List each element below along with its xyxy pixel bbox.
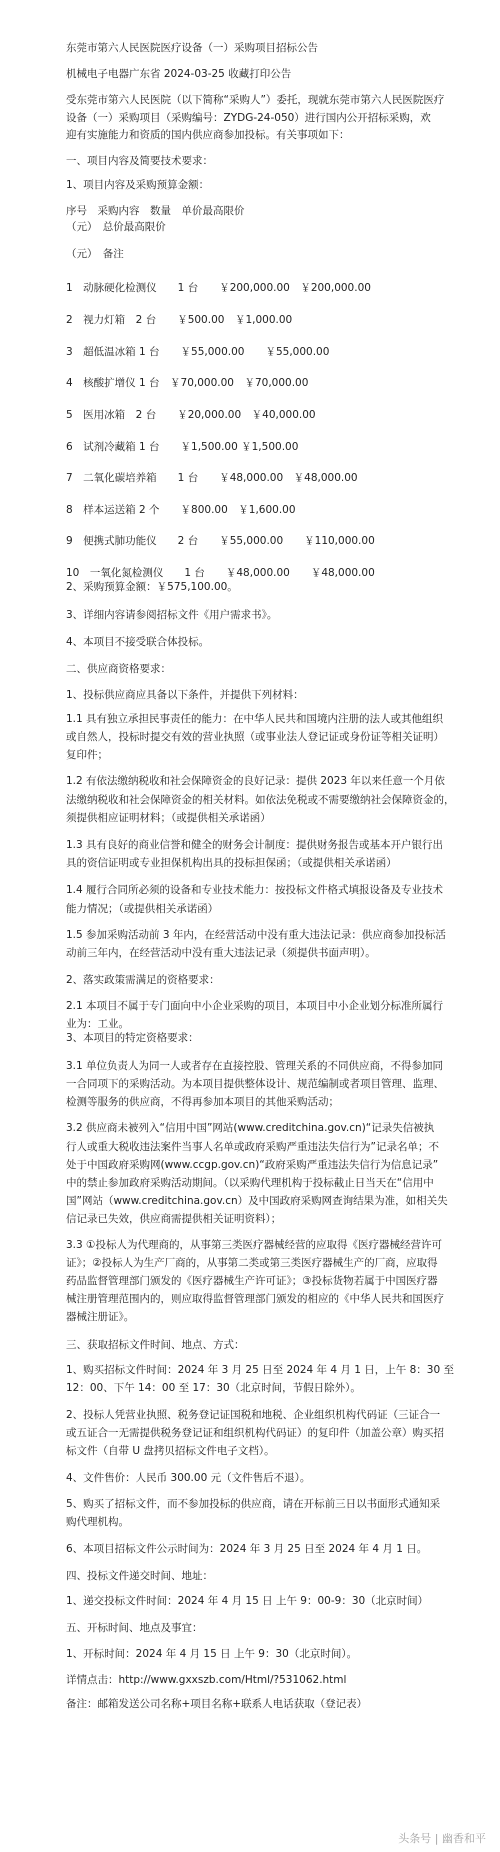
text-line: 机械电子电器广东省 2024-03-25 收藏打印公告 xyxy=(66,68,292,80)
text-line: 1.2 有依法缴纳税收和社会保障资金的良好记录：提供 2023 年以来任意一个月依 xyxy=(66,775,445,787)
text-line: 10 一氧化氮检测仪 1 台 ￥48,000.00 ￥48,000.00 xyxy=(66,567,375,579)
text-line: 器械注册证》。 xyxy=(66,1311,135,1323)
text-line: 2、采购预算金额：￥575,100.00。 xyxy=(66,581,238,593)
text-line: 三、获取招标文件时间、地点、方式： xyxy=(66,1339,245,1351)
text-line: 1、递交投标文件时间：2024 年 4 月 15 日 上午 9：00-9：30（北京时间） xyxy=(66,1595,429,1607)
text-line: 2、落实政策需满足的资格要求： xyxy=(66,974,220,986)
text-line: 四、投标文件递交时间、地址： xyxy=(66,1570,213,1582)
text-line: 药品监督管理部门颁发的《医疗器械生产许可证》；③投标货物若属于中国医疗器 xyxy=(66,1275,438,1287)
text-line: 证》；②投标人为生产厂商的，从事第二类或第三类医疗器械生产的厂商，应取得 xyxy=(66,1257,438,1269)
text-line: 3 超低温冰箱 1 台 ￥55,000.00 ￥55,000.00 xyxy=(66,346,330,358)
text-line: 1.4 履行合同所必须的设备和专业技术能力：按投标文件格式填报设备及专业技术 xyxy=(66,884,444,896)
text-line: 3.1 单位负责人为同一人或者存在直接控股、管理关系的不同供应商，不得参加同 xyxy=(66,1060,444,1072)
text-line: 1、开标时间：2024 年 4 月 15 日 上午 9：30（北京时间）。 xyxy=(66,1648,358,1660)
text-line: 备注：邮箱发送公司名称+项目名称+联系人电话获取（登记表） xyxy=(66,1698,368,1710)
text-line: 复印件； xyxy=(66,749,108,761)
text-line: 4、本项目不接受联合体投标。 xyxy=(66,636,210,648)
watermark: 头条号 | 幽香和平 xyxy=(398,1832,486,1845)
text-line: 3.2 供应商未被列入“信用中国”网站(www.creditchina.gov.cn)“记录失信被执 xyxy=(66,1122,435,1134)
text-line: 国”网站（www.creditchina.gov.cn）及中国政府采购网查询结果为准，如相关失 xyxy=(66,1195,448,1207)
text-line: 法缴纳税收和社会保障资金的相关材料。如依法免税或不需要缴纳社会保障资金的， xyxy=(66,794,455,806)
text-line: 5、购买了招标文件，而不参加投标的供应商，请在开标前三日以书面形式通知采 xyxy=(66,1498,441,1510)
text-line: 标文件（自带 U 盘拷贝招标文件电子文档）。 xyxy=(66,1445,275,1457)
text-line: 1、项目内容及采购预算金额： xyxy=(66,179,210,191)
text-line: 械注册管理范围内的，则应取得监督管理部门颁发的相应的《中华人民共和国医疗 xyxy=(66,1293,444,1305)
text-line: 处于中国政府采购网(www.ccgp.gov.cn)“政府采购严重违法失信行为信息记录” xyxy=(66,1159,439,1171)
text-line[interactable]: 详情点击：http://www.gxxszb.com/Html/?531062.html xyxy=(66,1674,347,1686)
text-line: 1.3 具有良好的商业信誉和健全的财务会计制度：提供财务报告或基本开户银行出 xyxy=(66,839,444,851)
text-line: 东莞市第六人民医院医疗设备（一）采购项目招标公告 xyxy=(66,42,318,54)
text-line: 具的资信证明或专业担保机构出具的投标担保函；（或提供相关承诺函） xyxy=(66,857,397,869)
text-line: 设备（一）采购项目（采购编号：ZYDG-24-050）进行国内公开招标采购，欢 xyxy=(66,112,431,124)
text-line: 检测等服务的供应商，不得再参加本项目的其他采购活动； xyxy=(66,1096,339,1108)
text-line: 中的禁止参加政府采购活动期间。（以采购代理机构于投标截止日当天在“信用中 xyxy=(66,1177,434,1189)
text-line: 5 医用冰箱 2 台 ￥20,000.00 ￥40,000.00 xyxy=(66,409,316,421)
text-line: 2 视力灯箱 2 台 ￥500.00 ￥1,000.00 xyxy=(66,314,293,326)
text-line: 12：00、下午 14：00 至 17：30（北京时间，节假日除外）。 xyxy=(66,1382,361,1394)
text-line: （元） 备注 xyxy=(66,248,124,260)
text-line: 购代理机构。 xyxy=(66,1516,129,1528)
text-line: 一合同项下的采购活动。为本项目提供整体设计、规范编制或者项目管理、监理、 xyxy=(66,1078,444,1090)
text-line: 4、文件售价：人民币 300.00 元（文件售后不退）。 xyxy=(66,1472,311,1484)
text-line: 2.1 本项目不属于专门面向中小企业采购的项目，本项目中小企业划分标准所属行 xyxy=(66,1000,444,1012)
text-line: 1.5 参加采购活动前 3 年内，在经营活动中没有重大违法记录：供应商参加投标活 xyxy=(66,929,446,941)
text-line: 业为：工业。 xyxy=(66,1018,129,1030)
text-line: 受东莞市第六人民医院（以下简称“采购人”）委托，现就东莞市第六人民医院医疗 xyxy=(66,94,445,106)
text-line: 3.3 ①投标人为代理商的，从事第三类医疗器械经营的应取得《医疗器械经营许可 xyxy=(66,1239,442,1251)
text-line: 信记录已失效，供应商需提供相关证明资料）； xyxy=(66,1213,282,1225)
text-line: 3、本项目的特定资格要求： xyxy=(66,1032,199,1044)
text-line: 能力情况；（或提供相关承诺函） xyxy=(66,903,219,915)
text-line: 3、详细内容请参阅招标文件《用户需求书》。 xyxy=(66,609,278,621)
text-line: 或自然人，投标时提交有效的营业执照（或事业法人登记证或身份证等相关证明） xyxy=(66,731,444,743)
text-line: 7 二氧化碳培养箱 1 台 ￥48,000.00 ￥48,000.00 xyxy=(66,472,358,484)
text-line: 9 便携式肺功能仪 2 台 ￥55,000.00 ￥110,000.00 xyxy=(66,535,375,547)
text-line: 1、投标供应商应具备以下条件，并提供下列材料： xyxy=(66,689,304,701)
text-line: 8 样本运送箱 2 个 ￥800.00 ￥1,600.00 xyxy=(66,504,296,516)
text-line: 1、购买招标文件时间：2024 年 3 月 25 日至 2024 年 4 月 1 日，上午 8：30 至 xyxy=(66,1364,454,1376)
text-line: 4 核酸扩增仪 1 台 ￥70,000.00 ￥70,000.00 xyxy=(66,377,309,389)
text-line: 行人或重大税收违法案件当事人名单或政府采购严重违法失信行为”记录名单；不 xyxy=(66,1141,439,1153)
text-line: 或五证合一无需提供税务登记证和组织机构代码证）的复印件（加盖公章）购买招 xyxy=(66,1427,444,1439)
text-line: 一、项目内容及简要技术要求： xyxy=(66,155,213,167)
text-line: （元） 总价最高限价 xyxy=(66,221,166,233)
text-line: 序号 采购内容 数量 单价最高限价 xyxy=(66,205,245,217)
text-line: 1 动脉硬化检测仪 1 台 ￥200,000.00 ￥200,000.00 xyxy=(66,282,371,294)
text-line: 动前三年内，在经营活动中没有重大违法记录（须提供书面声明）。 xyxy=(66,947,376,959)
text-line: 二、供应商资格要求： xyxy=(66,663,171,675)
text-line: 6 试剂冷藏箱 1 台 ￥1,500.00 ￥1,500.00 xyxy=(66,441,299,453)
text-line: 五、开标时间、地点及事宜： xyxy=(66,1622,203,1634)
text-line: 1.1 具有独立承担民事责任的能力：在中华人民共和国境内注册的法人或其他组织 xyxy=(66,713,444,725)
text-line: 须提供相应证明材料；（或提供相关承诺函） xyxy=(66,812,271,824)
text-line: 6、本项目招标文件公示时间为：2024 年 3 月 25 日至 2024 年 4 月 1 日。 xyxy=(66,1543,428,1555)
text-line: 迎有实施能力和资质的国内供应商参加投标。有关事项如下： xyxy=(66,129,350,141)
text-line: 2、投标人凭营业执照、税务登记证国税和地税、企业组织机构代码证（三证合一 xyxy=(66,1409,441,1421)
